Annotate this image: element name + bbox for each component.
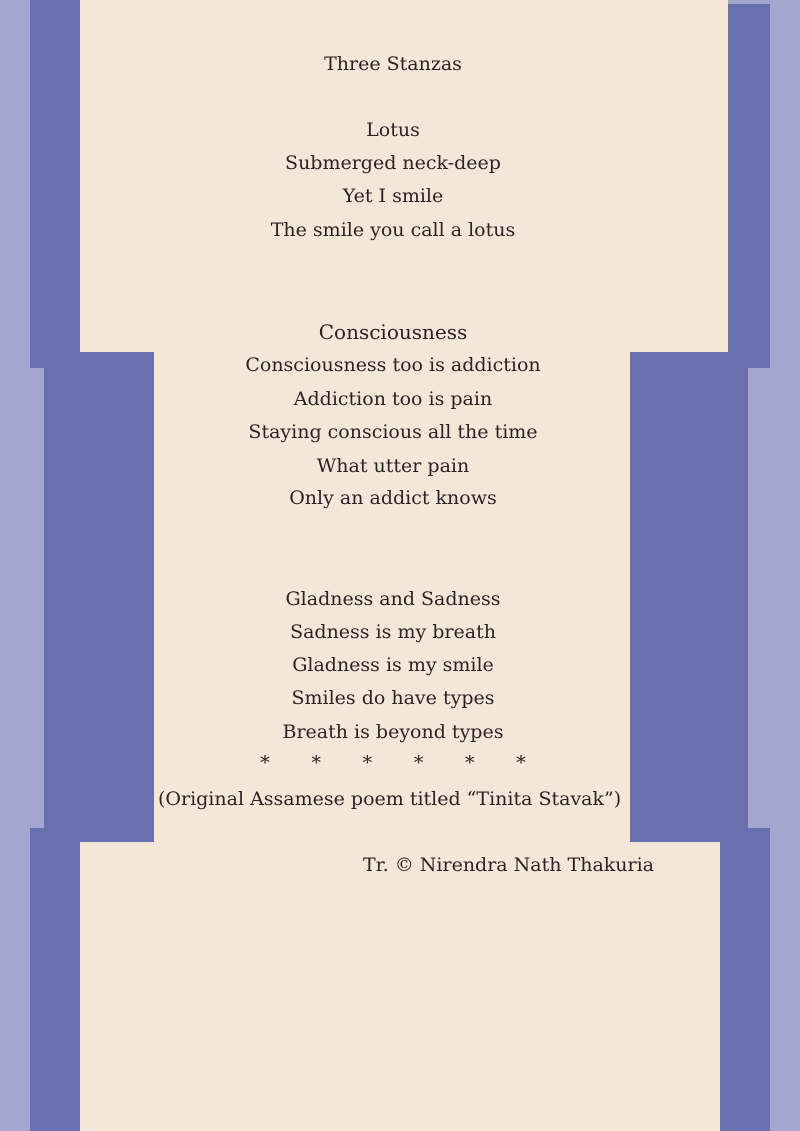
stanza-line: What utter pain xyxy=(316,455,470,477)
poem-title: Three Stanzas xyxy=(324,53,462,75)
stanza-heading-consciousness: Consciousness xyxy=(318,320,468,344)
left-frame-lower xyxy=(30,828,82,1131)
stanza-line: Breath is beyond types xyxy=(282,721,504,743)
stanza-line: Submerged neck-deep xyxy=(285,152,501,174)
right-frame-lower xyxy=(718,828,770,1131)
stanza-line: Consciousness too is addiction xyxy=(245,354,541,376)
paper-panel-bottom xyxy=(80,842,720,1131)
stanza-line: Staying conscious all the time xyxy=(248,421,538,443)
stanza-heading-lotus: Lotus xyxy=(366,119,420,141)
stanza-heading-gladness-sadness: Gladness and Sadness xyxy=(285,588,501,610)
stanza-line: Smiles do have types xyxy=(291,687,495,709)
separator-star: * xyxy=(311,752,321,774)
source-note: (Original Assamese poem titled “Tinita Stavak”) xyxy=(158,788,622,810)
stanza-line: Addiction too is pain xyxy=(293,388,493,410)
stanza-line: The smile you call a lotus xyxy=(270,219,516,241)
stanza-line: Sadness is my breath xyxy=(290,621,496,643)
separator-asterisks xyxy=(240,752,546,774)
stanza-line: Only an addict knows xyxy=(289,487,497,509)
separator-star: * xyxy=(260,752,270,774)
stanza-line: Gladness is my smile xyxy=(292,654,494,676)
translator-credit: Tr. © Nirendra Nath Thakuria xyxy=(363,854,655,876)
separator-star: * xyxy=(413,752,424,774)
separator-star: * xyxy=(465,752,475,774)
separator-star: * xyxy=(516,752,526,774)
separator-star: * xyxy=(362,752,373,774)
stanza-line: Yet I smile xyxy=(342,185,444,207)
